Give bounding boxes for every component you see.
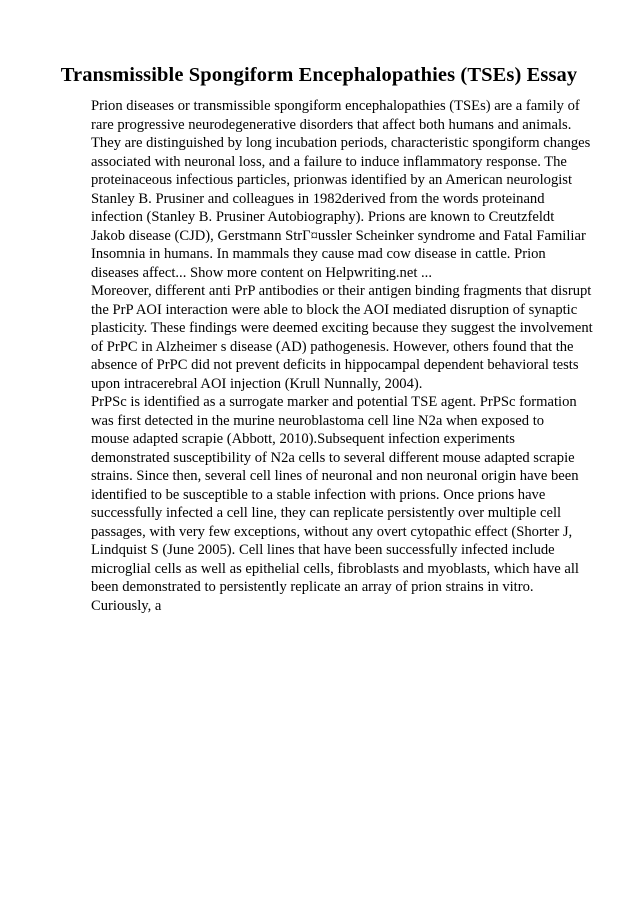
text-line: been demonstrated to persistently replicate an array of prion strains in vitro. [91, 579, 534, 595]
text-line: Stanley B. Prusiner and colleagues in 1982derived from the words proteinand [91, 190, 545, 207]
paragraph [91, 97, 597, 282]
text-line: Insomnia in humans. In mammals they cause mad cow disease in cattle. Prion [91, 246, 546, 262]
text-line: associated with neuronal loss, and a failure to induce inflammatory response. The [91, 153, 567, 170]
document-body [91, 97, 597, 615]
text-line: diseases affect... Show more content on Helpwriting.net ... [91, 264, 432, 281]
text-line: of PrPC in Alzheimer s disease (AD) pathogenesis. However, others found that the [91, 338, 574, 355]
text-line: PrPSc is identified as a surrogate marker and potential TSE agent. PrPSc formation [91, 394, 577, 410]
text-line: absence of PrPC did not prevent deficits in hippocampal dependent behavioral tests [91, 357, 579, 373]
text-line: Moreover, different anti PrP antibodies or their antigen binding fragments that disrupt [91, 283, 592, 299]
text-line: plasticity. These findings were deemed exciting because they suggest the involvement [91, 320, 593, 336]
text-line: They are distinguished by long incubation periods, characteristic spongiform changes [91, 135, 591, 151]
text-line: Jakob disease (CJD), Gerstmann StrГ¤ussler Scheinker syndrome and Fatal Familiar [91, 227, 586, 244]
text-line: strains. Since then, several cell lines of neuronal and non neuronal origin have been [91, 468, 579, 484]
text-line: Curiously, a [91, 597, 162, 614]
text-line: upon intracerebral AOI injection (Krull Nunnally, 2004). [91, 375, 423, 392]
text-line: successfully infected a cell line, they can replicate persistently over multiple cell [91, 505, 562, 521]
text-line: rare progressive neurodegenerative disorders that affect both humans and animals. [91, 116, 572, 133]
text-line: was first detected in the murine neuroblastoma cell line N2a when exposed to [91, 412, 545, 429]
paragraph [91, 282, 597, 393]
text-line: Prion diseases or transmissible spongiform encephalopathies (TSEs) are a family of [91, 98, 580, 114]
text-line: the PrP AOI interaction were able to block the AOI mediated disruption of synaptic [91, 301, 578, 318]
text-line: demonstrated susceptibility of N2a cells to several different mouse adapted scrapie [91, 449, 575, 466]
text-line: proteinaceous infectious particles, prionwas identified by an American neurologist [91, 172, 573, 188]
text-line: infection (Stanley B. Prusiner Autobiography). Prions are known to Creutzfeldt [91, 209, 555, 225]
text-line: microglial cells as well as epithelial cells, fibroblasts and myoblasts, which have all [91, 560, 579, 577]
text-line: passages, with very few exceptions, without any overt cytopathic effect (Shorter J, [91, 523, 573, 540]
text-line: mouse adapted scrapie (Abbott, 2010).Subsequent infection experiments [91, 431, 515, 447]
paragraph [91, 393, 597, 615]
document-title: Transmissible Spongiform Encephalopathies (TSEs) Essay [60, 64, 578, 86]
text-line: Lindquist S (June 2005). Cell lines that have been successfully infected include [91, 542, 555, 558]
text-line: identified to be susceptible to a stable infection with prions. Once prions have [91, 486, 546, 503]
